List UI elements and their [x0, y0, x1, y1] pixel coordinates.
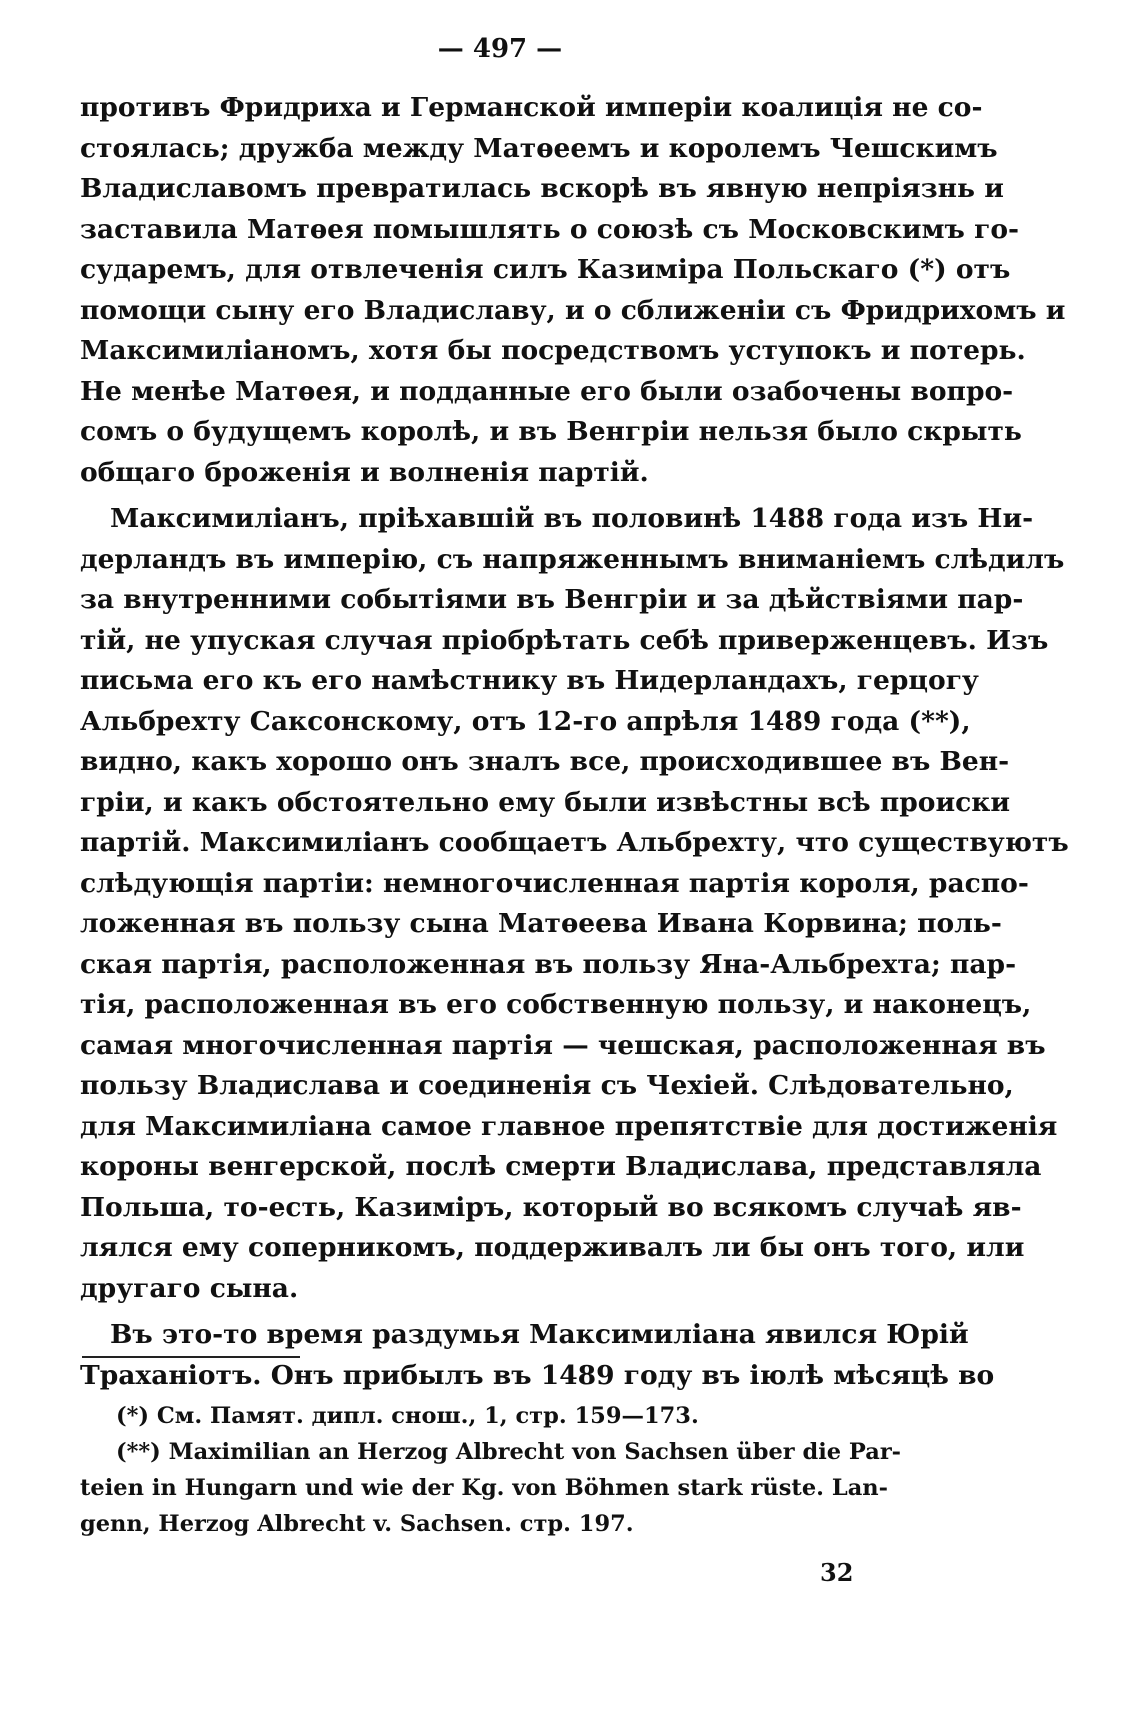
text-line: для Максимиліана самое главное препятствіе для достиженія: [80, 1110, 1058, 1142]
text-line: тія, расположенная въ его собственную пользу, и наконецъ,: [80, 989, 1032, 1020]
text-line: Польша, то-есть, Казиміръ, который во всякомъ случаѣ яв-: [80, 1191, 1022, 1223]
text-line: другаго сына.: [80, 1272, 299, 1304]
text-line: за внутренними событіями въ Венгріи и за дѣйствіями пар-: [80, 584, 1024, 615]
footnote-divider: [82, 1356, 300, 1358]
text-line: пользу Владислава и соединенія съ Чехіей. Слѣдовательно,: [80, 1070, 1014, 1101]
text-line: заставила Матѳея помышлять о союзѣ съ Московскимъ го-: [80, 213, 1019, 245]
text-line: самая многочисленная партія — чешская, расположенная въ: [80, 1029, 1046, 1061]
paragraph-2: [80, 499, 1069, 1309]
text-line: общаго броженія и волненія партій.: [80, 456, 649, 488]
footnotes: [80, 1398, 902, 1542]
text-line: партій. Максимиліанъ сообщаетъ Альбрехту, что существуютъ: [80, 827, 1069, 858]
text-line: Въ это-то время раздумья Максимиліана явился Юрій: [110, 1319, 969, 1350]
footnote-line: genn, Herzog Albrecht v. Sachsen. стр. 197.: [80, 1511, 634, 1537]
printer-signature-mark: 32: [820, 1558, 854, 1587]
text-line: дерландъ въ имперію, съ напряженнымъ вниманіемъ слѣдилъ: [80, 543, 1065, 575]
text-line: Максимиліанъ, пріѣхавшій въ половинѣ 1488 года изъ Ни-: [110, 503, 1034, 534]
text-line: Владиславомъ превратилась вскорѣ въ явную непріязнь и: [80, 173, 1004, 204]
page-number: — 497 —: [437, 34, 563, 64]
text-line: видно, какъ хорошо онъ зналъ все, происходившее въ Вен-: [80, 746, 1010, 777]
text-line: помощи сыну его Владиславу, и о сближеніи съ Фридрихомъ и: [80, 294, 1066, 326]
paragraph-1: [80, 88, 1066, 493]
text-line: короны венгерской, послѣ смерти Владислава, представляла: [80, 1151, 1042, 1182]
text-line: стоялась; дружба между Матѳеемъ и королемъ Чешскимъ: [80, 132, 998, 164]
text-line: противъ Фридриха и Германской имперіи коалиція не со-: [80, 92, 983, 123]
text-line: Альбрехту Саксонскому, отъ 12-го апрѣля 1489 года (**),: [80, 705, 971, 737]
text-line: гріи, и какъ обстоятельно ему были извѣстны всѣ происки: [80, 786, 1011, 818]
body-text: [80, 88, 1069, 1396]
text-line: слѣдующія партіи: немногочисленная партія короля, распо-: [80, 867, 1029, 899]
text-line: Траханіотъ. Онъ прибылъ въ 1489 году въ іюлѣ мѣсяцѣ во: [80, 1359, 995, 1391]
text-line: ложенная въ пользу сына Матѳеева Ивана Корвина; поль-: [80, 908, 1002, 939]
footnote-1: [80, 1398, 888, 1434]
footnote-line: (**) Maximilian an Herzog Albrecht von Sachsen über die Par-: [116, 1439, 902, 1465]
text-line: тій, не упуская случая пріобрѣтать себѣ приверженцевъ. Изъ: [80, 624, 1049, 656]
text-line: лялся ему соперникомъ, поддерживалъ ли бы онъ того, или: [80, 1232, 1025, 1263]
text-line: Не менѣе Матѳея, и подданные его были озабочены вопро-: [80, 375, 1014, 407]
text-line: ская партія, расположенная въ пользу Яна-Альбрехта; пар-: [80, 948, 1017, 980]
footnote-line: teien in Hungarn und wie der Kg. von Böhmen stark rüste. Lan-: [80, 1475, 888, 1501]
text-line: сомъ о будущемъ королѣ, и въ Венгріи нельзя было скрыть: [80, 416, 1022, 447]
footnote-line: (*) См. Памят. дипл. снош., 1, стр. 159—173.: [116, 1403, 699, 1429]
text-line: сударемъ, для отвлеченія силъ Казиміра Польскаго (*) отъ: [80, 254, 1011, 285]
text-line: Максимиліаномъ, хотя бы посредствомъ уступокъ и потерь.: [80, 335, 1026, 366]
text-line: письма его къ его намѣстнику въ Нидерландахъ, герцогу: [80, 665, 979, 696]
footnote-2: [80, 1434, 902, 1542]
